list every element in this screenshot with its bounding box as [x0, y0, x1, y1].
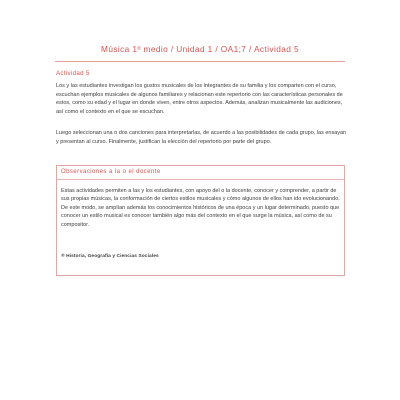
page-title: Música 1º medio / Unidad 1 / OA1;7 / Actividad 5: [101, 44, 299, 54]
copyright-note: ® Historia, Geografía y Ciencias Sociales: [61, 254, 159, 259]
observations-heading: Observaciones a la o el docente: [61, 169, 161, 175]
activity-heading: Actividad 5: [56, 70, 90, 77]
observations-text: Estas actividades permiten a las y los estudiantes, con apoyo del o la docente, conocer y comprender, a partir de sus propias músicas, la conformación de ciertos estilos musicales y cómo algunos de ellos han ido evolucionando. De este modo, se amplían además los conocimientos históricos de una época y un lugar determinado, puesto que conocer un estilo musical es conocer también algo más del contexto en el que surge la música, así como de su compositor.: [61, 188, 340, 228]
title-divider: [55, 61, 345, 62]
activity-paragraph-1: Los y las estudiantes investigan los gustos musicales de los integrantes de su familia y los comparten con el curso, escuchan ejemplos musicales de algunos familiares y relacionan este repertorio con las características personales de estos, como su edad y el lugar en donde viven, entre otros aspectos. Además, analizan musicalmente las audiciones, así como el contexto en el que se escuchan.: [56, 83, 343, 115]
teacher-observations-box: [56, 165, 345, 276]
observations-divider: [57, 179, 344, 180]
activity-paragraph-2: Luego seleccionan una o dos canciones para interpretarlas, de acuerdo a las posibilidades de cada grupo, las ensayan y presentan al curso. Finalmente, justifican la elección del repertorio por parte del grupo.: [56, 130, 347, 145]
